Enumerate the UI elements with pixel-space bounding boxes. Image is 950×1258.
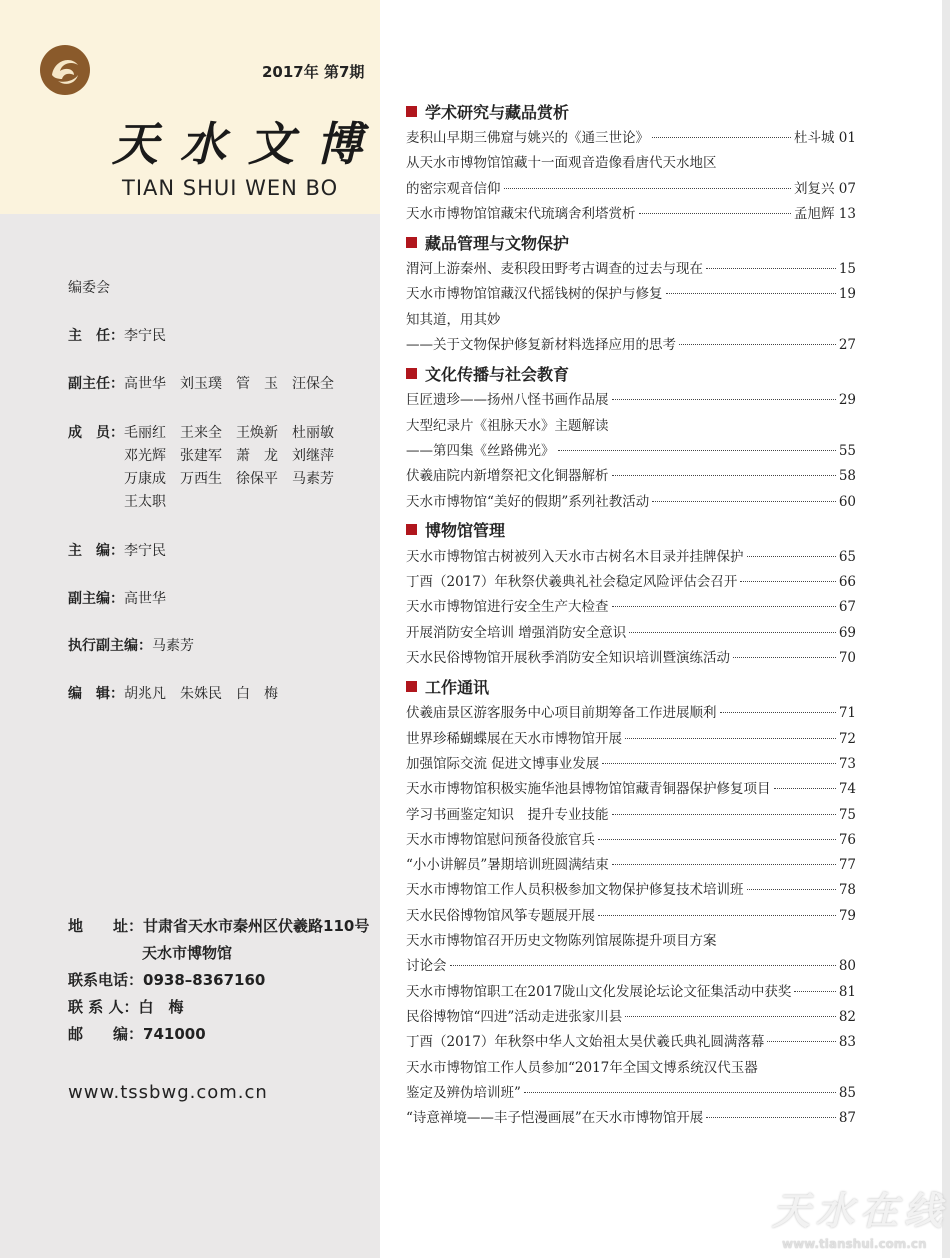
- toc-entry[interactable]: [406, 904, 856, 929]
- members-line: 王太职: [124, 494, 166, 510]
- toc-entry-page: 79: [838, 907, 856, 924]
- dot-leader: [450, 965, 836, 966]
- dot-leader: [625, 738, 836, 739]
- toc-entry-page: 85: [838, 1084, 856, 1101]
- director-value: 李宁民: [124, 328, 166, 344]
- toc-entry[interactable]: [406, 257, 856, 282]
- toc-entry[interactable]: [406, 701, 856, 726]
- members-line: 万康成 万西生 徐保平 马素芳: [124, 471, 334, 487]
- contact-person-label: 联 系 人：: [68, 998, 139, 1016]
- toc-section-heading: [406, 671, 856, 701]
- section-marker-icon: [406, 237, 417, 248]
- address-value: 甘肃省天水市秦州区伏羲路110号: [143, 917, 370, 935]
- deputy-editor-value: 高世华: [124, 591, 166, 607]
- toc-entry-title: 丁酉（2017）年秋祭中华人文始祖太昊伏羲氏典礼圆满落幕: [406, 1034, 765, 1051]
- dot-leader: [747, 889, 836, 890]
- toc-entry-title: 天水市博物馆进行安全生产大检查: [406, 599, 609, 616]
- section-marker-icon: [406, 681, 417, 692]
- toc-entry[interactable]: [406, 1081, 856, 1106]
- chief-editor-row: [68, 540, 166, 560]
- toc-entry[interactable]: [406, 282, 856, 307]
- website-link[interactable]: www.tssbwg.com.cn: [68, 1082, 268, 1103]
- toc-entry-page: 74: [838, 781, 856, 798]
- zip-row: [68, 1023, 206, 1044]
- vice-director-value: 高世华 刘玉璞 管 玉 汪保全: [124, 376, 334, 392]
- exec-deputy-label: 执行副主编：: [68, 638, 152, 654]
- toc-entry-page: 87: [838, 1110, 856, 1127]
- zip-value: 741000: [143, 1025, 206, 1043]
- toc-entry-title[interactable]: 天水市博物馆工作人员参加“2017年全国文博系统汉代玉器: [406, 1059, 758, 1076]
- toc-entry[interactable]: [406, 545, 856, 570]
- toc-entry[interactable]: [406, 1030, 856, 1055]
- section-marker-icon: [406, 524, 417, 535]
- dot-leader: [612, 475, 836, 476]
- toc-entry-title: 天水市博物馆馆藏汉代摇钱树的保护与修复: [406, 286, 663, 303]
- toc-entry-page: 55: [838, 442, 856, 459]
- exec-deputy-value: 马素芳: [152, 638, 194, 654]
- phone-value: 0938–8367160: [143, 971, 266, 989]
- toc-entry-page: 58: [838, 468, 856, 485]
- address-row: [68, 915, 369, 936]
- toc-entry-title: 伏羲庙景区游客服务中心项目前期筹备工作进展顺利: [406, 705, 717, 722]
- editors-value: 胡兆凡 朱姝民 白 梅: [124, 686, 278, 702]
- table-of-contents: [406, 96, 856, 1131]
- watermark-url: www.tianshui.com.cn: [782, 1237, 927, 1251]
- editorial-committee-heading: 编委会: [68, 280, 110, 296]
- dot-leader: [598, 839, 836, 840]
- dot-leader: [612, 814, 836, 815]
- toc-entry-page: 73: [838, 755, 856, 772]
- members-label-row: [68, 422, 124, 442]
- dot-leader: [652, 501, 836, 502]
- toc-entry-title: 巨匠遗珍——扬州八怪书画作品展: [406, 392, 609, 409]
- toc-entry-page: 66: [838, 574, 856, 591]
- dot-leader: [720, 712, 836, 713]
- toc-entry-title: 学习书画鉴定知识 提升专业技能: [406, 806, 609, 823]
- toc-entry-title[interactable]: 天水市博物馆召开历史文物陈列馆展陈提升项目方案: [406, 933, 717, 950]
- toc-entry-title: 加强馆际交流 促进文博事业发展: [406, 755, 600, 772]
- dot-leader: [679, 344, 836, 345]
- toc-entry[interactable]: [406, 1005, 856, 1030]
- toc-entry-title: 丁酉（2017）年秋祭伏羲典礼社会稳定风险评估会召开: [406, 574, 738, 591]
- dot-leader: [794, 991, 835, 992]
- toc-entry[interactable]: [406, 490, 856, 515]
- director-label: 主 任：: [68, 328, 124, 344]
- toc-entry[interactable]: [406, 570, 856, 595]
- toc-entry-page: 孟旭辉 13: [794, 205, 856, 222]
- toc-entry-title: 伏羲庙院内新增祭祀文化铜器解析: [406, 468, 609, 485]
- section-title: 文化传播与社会教育: [425, 364, 570, 384]
- toc-section-heading: [406, 358, 856, 388]
- dot-leader: [558, 450, 836, 451]
- section-title: 工作通讯: [425, 677, 490, 697]
- toc-entry[interactable]: [406, 828, 856, 853]
- editors-row: [68, 683, 278, 703]
- toc-entry[interactable]: [406, 1106, 856, 1131]
- chief-editor-label: 主 编：: [68, 543, 124, 559]
- address-line-2: 天水市博物馆: [142, 944, 233, 962]
- dot-leader: [740, 581, 835, 582]
- toc-entry-title: 天水市博物馆馆藏宋代琉璃舍利塔赏析: [406, 205, 636, 222]
- toc-entry[interactable]: [406, 333, 856, 358]
- toc-entry[interactable]: [406, 464, 856, 489]
- toc-entry-title: “诗意禅境——丰子恺漫画展”在天水市博物馆开展: [406, 1110, 704, 1127]
- section-title: 学术研究与藏品赏析: [425, 102, 570, 122]
- toc-entry-page: 70: [838, 650, 856, 667]
- toc-entry-page: 82: [838, 1008, 856, 1025]
- toc-entry-page: 29: [838, 392, 856, 409]
- toc-entry-page: 27: [838, 337, 856, 354]
- dot-leader: [706, 268, 836, 269]
- toc-entry-page: 72: [838, 730, 856, 747]
- toc-entry-title: 讨论会: [406, 958, 447, 975]
- toc-entry[interactable]: [406, 126, 856, 151]
- dot-leader: [666, 293, 836, 294]
- toc-entry-title: 天水市博物馆“美好的假期”系列社教活动: [406, 493, 650, 510]
- toc-section-heading: [406, 227, 856, 257]
- toc-entry[interactable]: [406, 202, 856, 227]
- toc-entry-title: 鉴定及辨伪培训班”: [406, 1084, 521, 1101]
- dot-leader: [652, 137, 791, 138]
- toc-entry-page: 15: [838, 261, 856, 278]
- toc-entry[interactable]: [406, 803, 856, 828]
- dot-leader: [625, 1016, 836, 1017]
- toc-entry-page: 67: [838, 599, 856, 616]
- toc-entry-page: 65: [838, 548, 856, 565]
- zip-label: 邮 编：: [68, 1025, 144, 1043]
- dot-leader: [612, 606, 836, 607]
- toc-entry[interactable]: [406, 980, 856, 1005]
- dot-leader: [747, 556, 836, 557]
- dot-leader: [639, 213, 792, 214]
- toc-entry-page: 81: [838, 983, 856, 1000]
- toc-entry-title: ——关于文物保护修复新材料选择应用的思考: [406, 337, 676, 354]
- toc-entry-page: 78: [838, 882, 856, 899]
- toc-entry-title: 世界珍稀蝴蝶展在天水市博物馆开展: [406, 730, 622, 747]
- toc-section-heading: [406, 515, 856, 545]
- toc-entry-page: 77: [838, 857, 856, 874]
- toc-entry-page: 71: [838, 705, 856, 722]
- exec-deputy-row: [68, 635, 194, 655]
- toc-entry[interactable]: [406, 853, 856, 878]
- toc-entry-page: 69: [838, 624, 856, 641]
- members-label: 成 员：: [68, 425, 124, 441]
- dot-leader: [598, 915, 836, 916]
- dot-leader: [602, 763, 836, 764]
- contact-person-value: 白 梅: [138, 998, 184, 1016]
- toc-entry-page: 80: [838, 958, 856, 975]
- editors-label: 编 辑：: [68, 686, 124, 702]
- toc-entry-title: 天水民俗博物馆风筝专题展开展: [406, 907, 595, 924]
- toc-entry[interactable]: [406, 646, 856, 671]
- journal-title-cn: 天水文博: [112, 117, 384, 171]
- toc-entry[interactable]: [406, 388, 856, 413]
- toc-entry-title: 民俗博物馆“四进”活动走进张家川县: [406, 1008, 623, 1025]
- phone-row: [68, 969, 265, 990]
- dot-leader: [733, 657, 836, 658]
- toc-entry-title: 开展消防安全培训 增强消防安全意识: [406, 624, 627, 641]
- toc-entry-page: 60: [838, 493, 856, 510]
- toc-entry-page: 19: [838, 286, 856, 303]
- section-marker-icon: [406, 106, 417, 117]
- toc-entry-title[interactable]: 知其道，用其妙: [406, 311, 501, 328]
- section-title: 博物馆管理: [425, 521, 506, 541]
- deputy-editor-row: [68, 588, 166, 608]
- dot-leader: [524, 1092, 836, 1093]
- toc-entry-title: “小小讲解员”暑期培训班圆满结束: [406, 857, 609, 874]
- toc-entry[interactable]: [406, 878, 856, 903]
- journal-logo-icon: [40, 45, 90, 95]
- toc-entry-title: ——第四集《丝路佛光》: [406, 442, 555, 459]
- toc-entry[interactable]: [406, 621, 856, 646]
- vice-director-row: [68, 373, 334, 393]
- toc-entry[interactable]: [406, 777, 856, 802]
- toc-entry-title: 的密宗观音信仰: [406, 180, 501, 197]
- watermark-text: 天水在线: [772, 1188, 949, 1233]
- journal-title-en: TIAN SHUI WEN BO: [122, 176, 339, 200]
- dot-leader: [767, 1041, 835, 1042]
- toc-entry[interactable]: [406, 954, 856, 979]
- toc-entry-title[interactable]: 大型纪录片《祖脉天水》主题解读: [406, 417, 609, 434]
- toc-entry[interactable]: [406, 727, 856, 752]
- vice-director-label: 副主任：: [68, 376, 124, 392]
- toc-entry-title: 麦积山早期三佛窟与姚兴的《通三世论》: [406, 130, 649, 146]
- members-line: 邓光辉 张建军 萧 龙 刘继萍: [124, 448, 334, 464]
- director-row: [68, 325, 166, 345]
- toc-entry-title: 渭河上游秦州、麦积段田野考古调查的过去与现在: [406, 261, 703, 278]
- chief-editor-value: 李宁民: [124, 543, 166, 559]
- toc-entry-title[interactable]: 从天水市博物馆馆藏十一面观音造像看唐代天水地区: [406, 155, 717, 172]
- dot-leader: [504, 188, 792, 189]
- right-edge: [942, 0, 950, 1258]
- toc-entry-page: 75: [838, 806, 856, 823]
- dot-leader: [612, 864, 836, 865]
- toc-entry-page: 刘复兴 07: [794, 180, 856, 197]
- toc-entry-title: 天水民俗博物馆开展秋季消防安全知识培训暨演练活动: [406, 650, 730, 667]
- dot-leader: [706, 1117, 836, 1118]
- toc-entry[interactable]: [406, 177, 856, 202]
- toc-entry-title: 天水市博物馆慰问预备役旅官兵: [406, 831, 595, 848]
- dot-leader: [629, 632, 836, 633]
- dot-leader: [612, 399, 836, 400]
- members-line: 毛丽红 王来全 王焕新 杜丽敏: [124, 425, 334, 441]
- toc-entry[interactable]: [406, 752, 856, 777]
- toc-entry-page: 83: [838, 1034, 856, 1051]
- deputy-editor-label: 副主编：: [68, 591, 124, 607]
- address-label: 地 址：: [68, 917, 144, 935]
- section-marker-icon: [406, 368, 417, 379]
- toc-entry-title: 天水市博物馆积极实施华池县博物馆馆藏青铜器保护修复项目: [406, 781, 771, 798]
- issue-number: 2017年 第7期: [262, 63, 365, 81]
- toc-entry-title: 天水市博物馆古树被列入天水市古树名木目录并挂牌保护: [406, 548, 744, 565]
- toc-entry-title: 天水市博物馆职工在2017陇山文化发展论坛论文征集活动中获奖: [406, 983, 792, 1000]
- toc-entry[interactable]: [406, 439, 856, 464]
- dot-leader: [774, 788, 836, 789]
- toc-entry-page: 76: [838, 831, 856, 848]
- contact-person-row: [68, 996, 183, 1017]
- toc-entry-page: 杜斗城 01: [794, 130, 856, 146]
- toc-entry[interactable]: [406, 595, 856, 620]
- phone-label: 联系电话：: [68, 971, 144, 989]
- section-title: 藏品管理与文物保护: [425, 233, 570, 253]
- toc-entry-title: 天水市博物馆工作人员积极参加文物保护修复技术培训班: [406, 882, 744, 899]
- toc-section-heading: [406, 96, 856, 126]
